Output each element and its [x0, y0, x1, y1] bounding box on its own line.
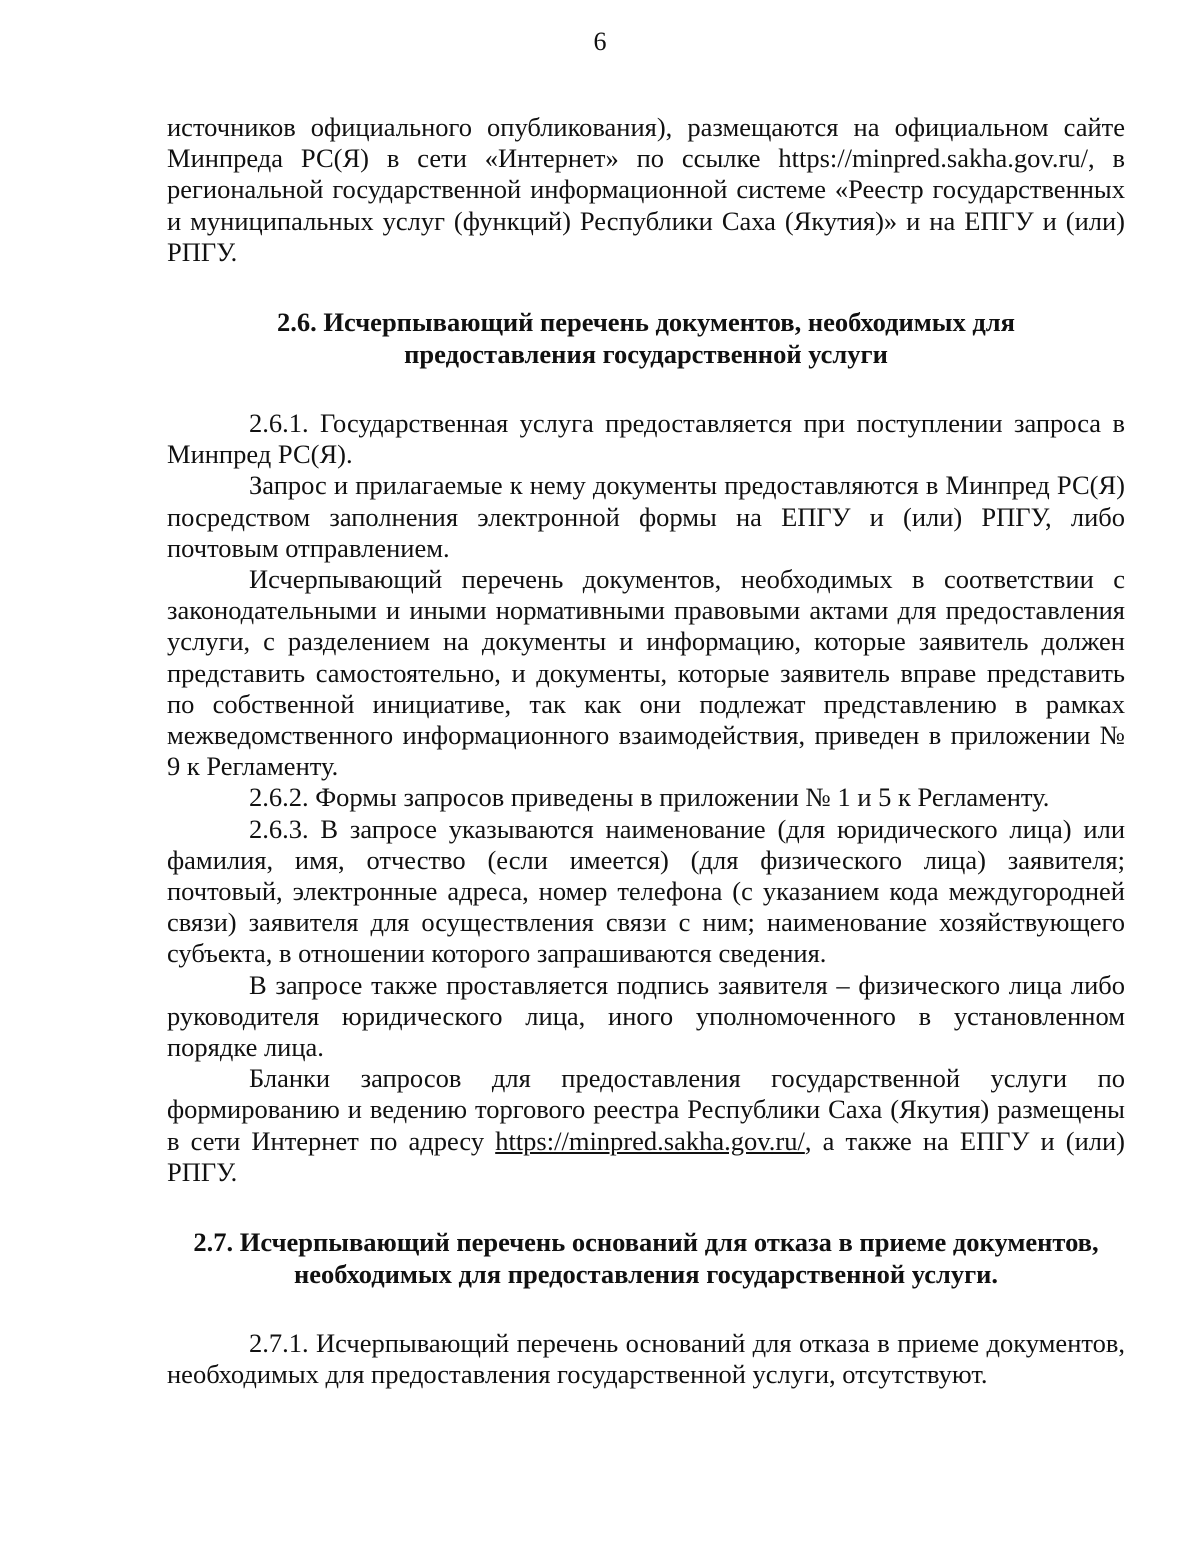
section-2-7-heading-line1: 2.7. Исчерпывающий перечень оснований для отказа в приеме документов,: [193, 1227, 1099, 1258]
section-2-7-heading-line2: необходимых для предоставления государственной услуги.: [293, 1259, 999, 1290]
paragraph-request-submission: Запрос и прилагаемые к нему документы предоставляются в Минпред РС(Я) посредством заполнения электронной формы на ЕПГУ и (или) РПГУ, либо почтовым отправлением.: [167, 470, 1125, 563]
section-2-6-heading: [167, 306, 1125, 370]
forms-location-text: Бланки запросов для предоставления государственной услуги по формированию и ведению торгового реестра Республики Саха (Якутия) размещены в сети Интернет по адресу: [167, 1063, 1125, 1156]
minpred-website-link[interactable]: https://minpred.sakha.gov.ru/: [495, 1125, 805, 1156]
paragraph-2-6-2: 2.6.2. Формы запросов приведены в приложении № 1 и 5 к Регламенту.: [249, 782, 1050, 813]
paragraph-signature: В запросе также проставляется подпись заявителя – физического лица либо руководителя юридического лица, иного уполномоченного в установленном порядке лица.: [167, 969, 1125, 1063]
paragraph-forms-location: [167, 1063, 1125, 1188]
section-2-7-heading: [167, 1226, 1125, 1290]
intro-paragraph: источников официального опубликования), размещаются на официальном сайте Минпреда РС(Я) в сети «Интернет» по ссылке https://minpred.sakha.gov.ru/, в региональной государственной информационной системе «Реестр государственных и муниципальных услуг (функций) Республики Саха (Якутия)» и на ЕПГУ и (или) РПГУ.: [167, 112, 1125, 267]
paragraph-2-6-1: 2.6.1. Государственная услуга предоставляется при поступлении запроса в Минпред РС(Я).: [167, 408, 1125, 470]
section-2-6-heading-line1: 2.6. Исчерпывающий перечень документов, необходимых для: [277, 307, 1015, 338]
forms-location-tail: , а также на ЕПГУ и (или) РПГУ.: [167, 1125, 1125, 1187]
paragraph-documents-list: Исчерпывающий перечень документов, необходимых в соответствии с законодательными и иными нормативными правовыми актами для предоставления услуги, с разделением на документы и информацию, которые заявитель должен представить самостоятельно, и документы, которые заявитель вправе представить по собственной инициативе, так как они подлежат представлению в рамках межведомственного информационного взаимодействия, приведен в приложении № 9 к Регламенту.: [167, 564, 1125, 782]
section-2-6-heading-line2: предоставления государственной услуги: [404, 339, 888, 370]
paragraph-2-7-1: 2.7.1. Исчерпывающий перечень оснований для отказа в приеме документов, необходимых для предоставления государственной услуги, отсутствуют.: [167, 1328, 1125, 1390]
page-number: 6: [593, 27, 607, 56]
paragraph-2-6-3: 2.6.3. В запросе указываются наименование (для юридического лица) или фамилия, имя, отчество (если имеется) (для физического лица) заявителя; почтовый, электронные адреса, номер телефона (с указанием кода междугородней связи) заявителя для осуществления связи с ним; наименование хозяйствующего субъекта, в отношении которого запрашиваются сведения.: [167, 813, 1125, 969]
document-body: [167, 112, 1125, 1391]
